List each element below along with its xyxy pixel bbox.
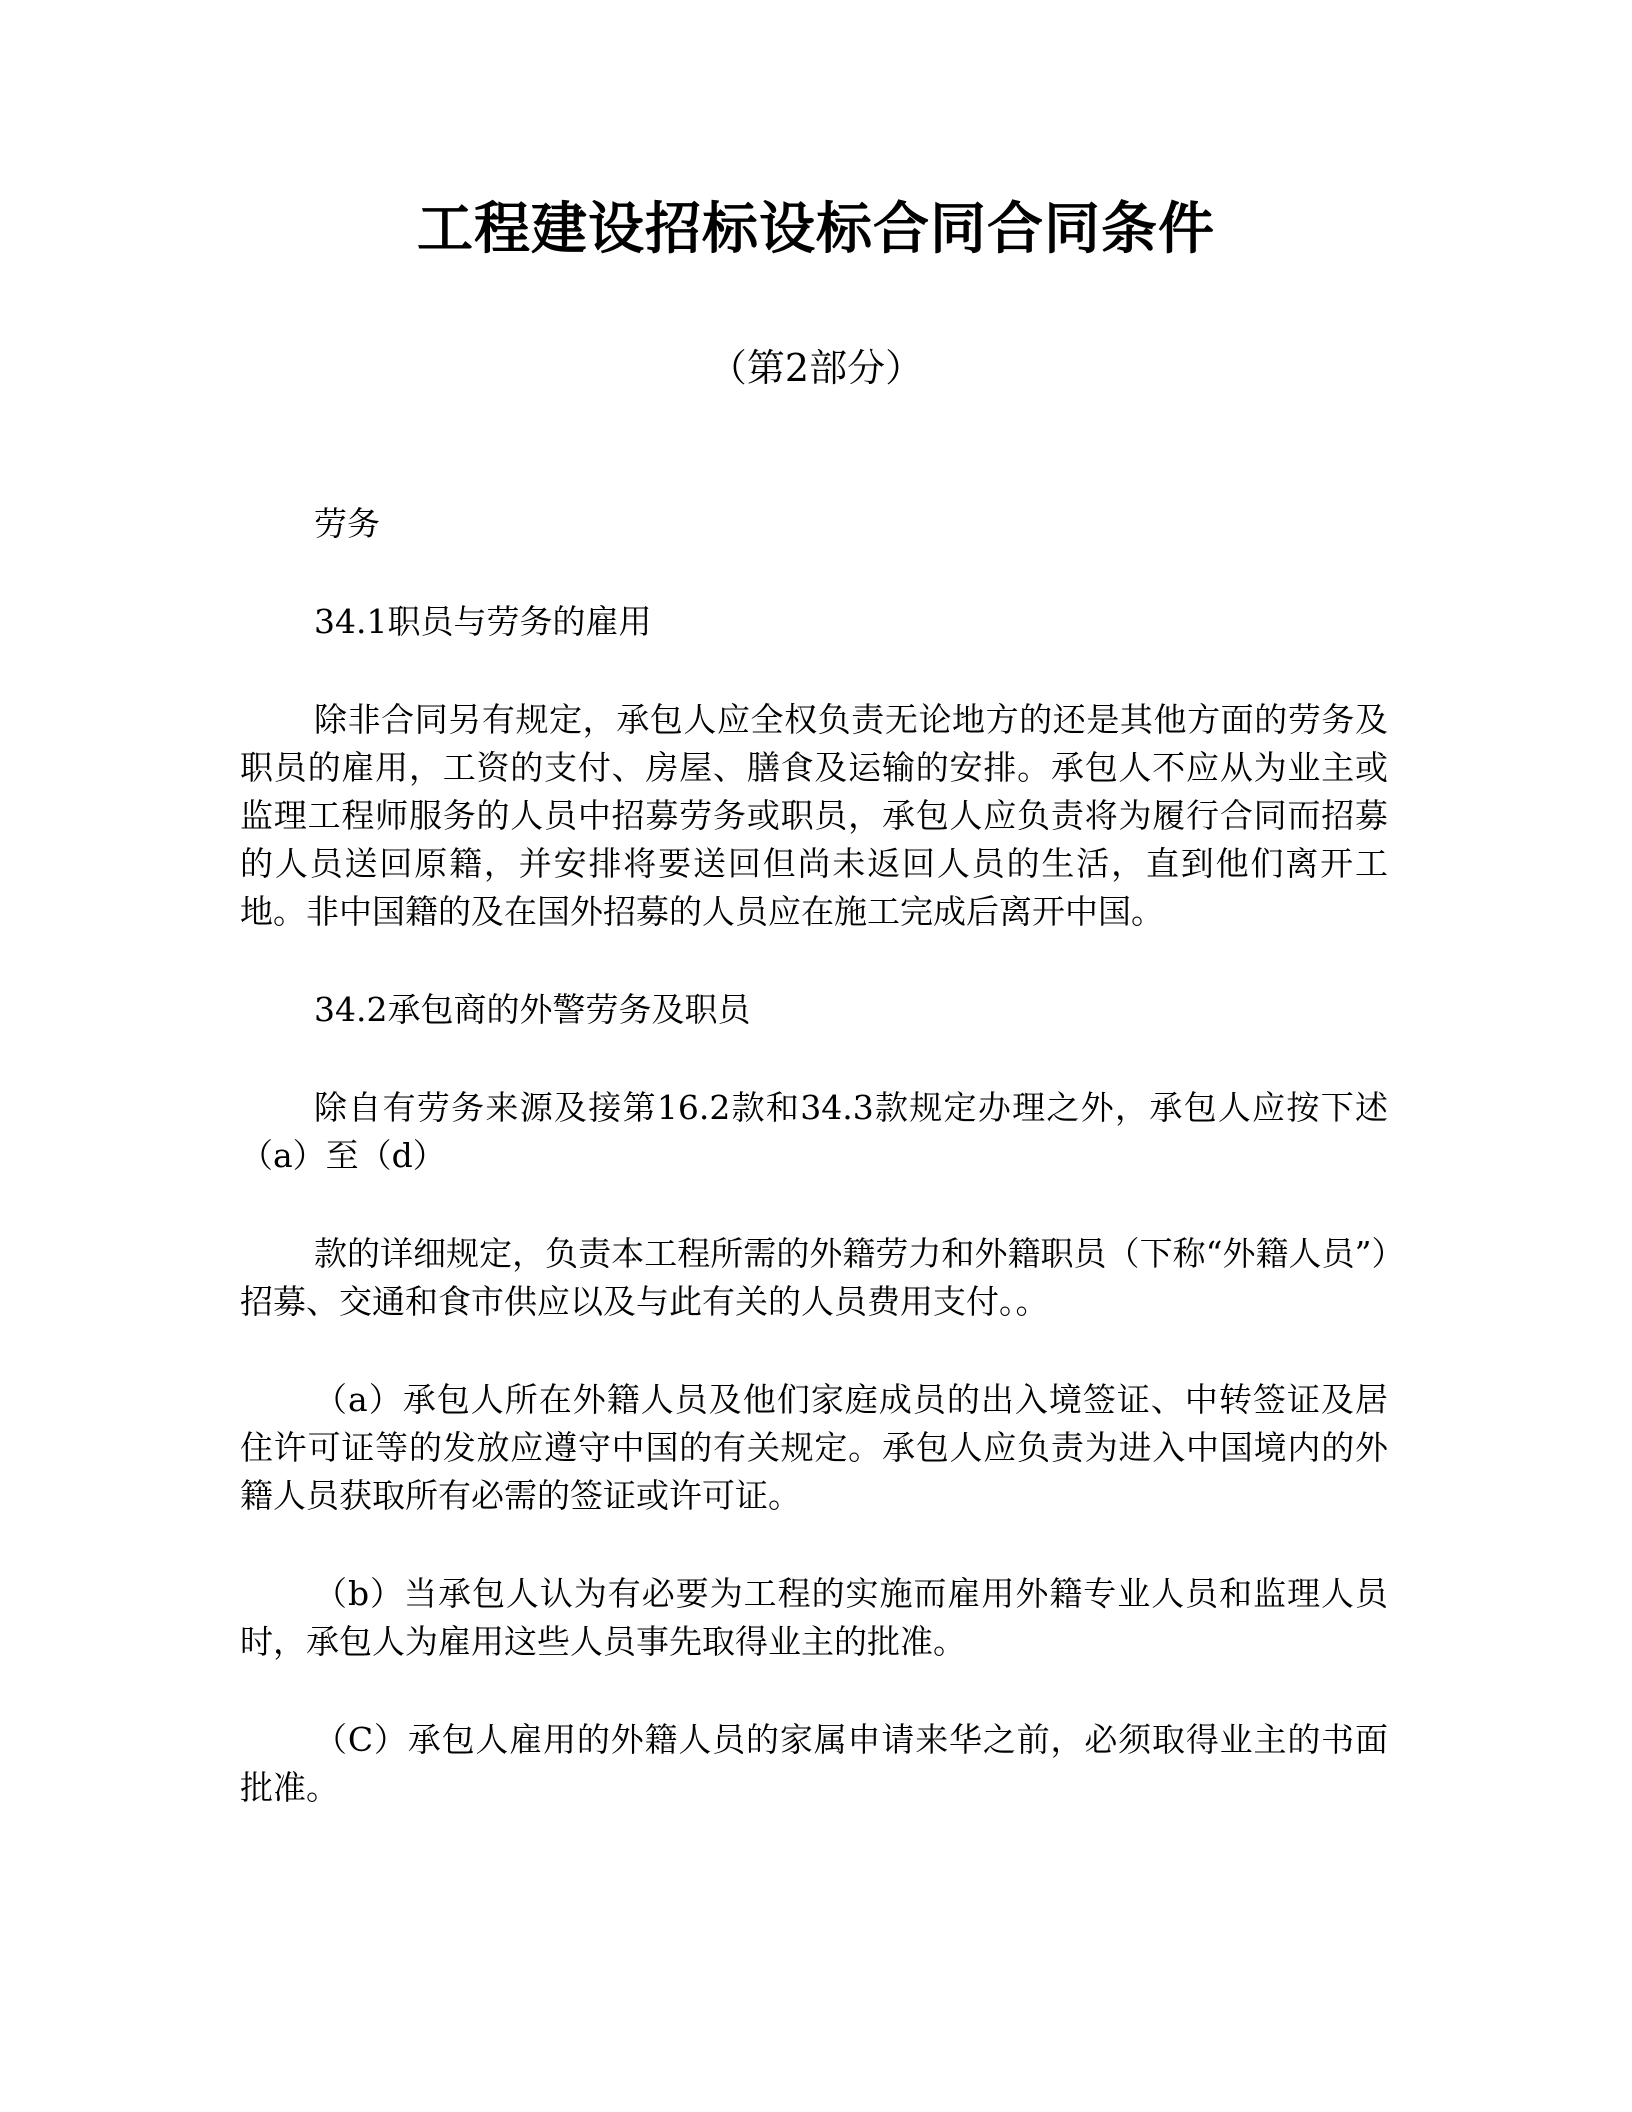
paragraph: 款的详细规定，负责本工程所需的外籍劳力和外籍职员（下称“外籍人员”）招募、交通和食市供应以及与此有关的人员费用支付。。 — [240, 1234, 1388, 1321]
document-body — [240, 500, 1388, 1862]
list-item-a: （a）承包人所在外籍人员及他们家庭成员的出入境签证、中转签证及居住许可证等的发放应遵守中国的有关规定。承包人应负责为进入中国境内的外籍人员获取所有必需的签证或许可证。 — [240, 1380, 1388, 1515]
clause-heading-34-1: 34.1职员与劳务的雇用 — [314, 602, 652, 641]
paragraph: 除非合同另有规定，承包人应全权负责无论地方的还是其他方面的劳务及职员的雇用，工资的支付、房屋、膳食及运输的安排。承包人不应从为业主或监理工程师服务的人员中招募劳务或职员，承包人应负责将为履行合同而招募的人员送回原籍，并安排将要送回但尚未返回人员的生活，直到他们离开工地。非中国籍的及在国外招募的人员应在施工完成后离开中国。 — [240, 700, 1388, 931]
document-subtitle: （第2部分） — [708, 346, 924, 390]
list-item-b: （b）当承包人认为有必要为工程的实施而雇用外籍专业人员和监理人员时，承包人为雇用这些人员事先取得业主的批准。 — [240, 1574, 1388, 1661]
paragraph: 除自有劳务来源及接第16.2款和34.3款规定办理之外，承包人应按下述（a）至（d） — [240, 1088, 1388, 1175]
clause-heading-34-2: 34.2承包商的外警劳务及职员 — [314, 990, 751, 1029]
document-title: 工程建设招标设标合同合同条件 — [417, 197, 1215, 262]
list-item-c: （C）承包人雇用的外籍人员的家属申请来华之前，必须取得业主的书面批准。 — [240, 1720, 1388, 1807]
section-heading-labour: 劳务 — [314, 504, 380, 543]
